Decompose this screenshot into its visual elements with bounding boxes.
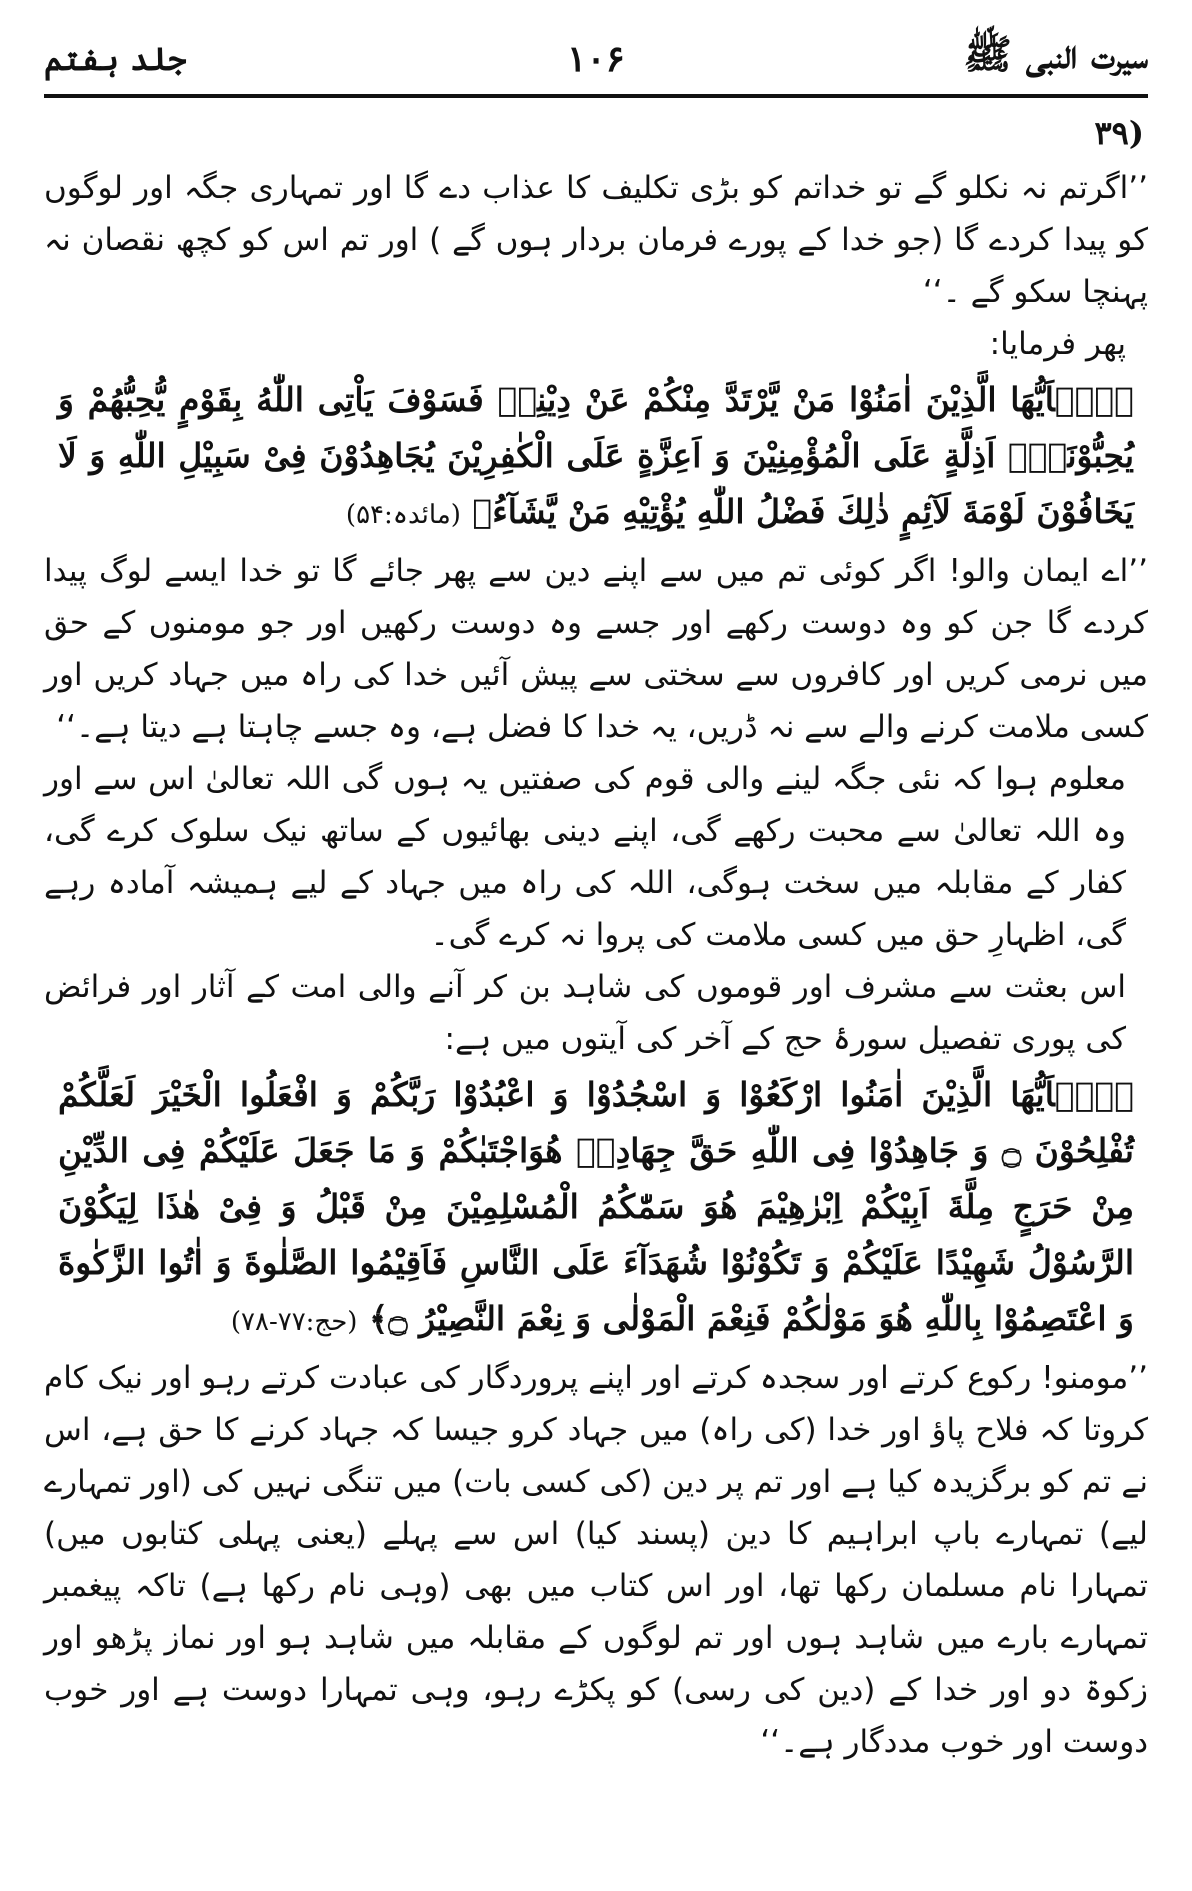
paragraph-intro: پھر فرمایا:	[989, 326, 1126, 362]
page-body	[44, 108, 1148, 1871]
paragraph-translation-1: ’’اگرتم نہ نکلو گے تو خداتم کو بڑی تکلیف کا عذاب دے گا اور تمہاری جگہ اور لوگوں کو پیدا کردے گا (جو خدا کے پورے فرمان بردار ہوں گے ) اور تم اس کو کچھ نقصان نہ پہنچا سکو گے ۔‘‘	[44, 170, 1148, 310]
paragraph-translation-3: ’’مومنو! رکوع کرتے اور سجدہ کرتے اور اپنے پروردگار کی عبادت کرتے رہو اور نیک کام کروتا کہ فلاح پاؤ اور خدا (کی راہ) میں جہاد کرو جیسا کہ جہاد کرنے کا حق ہے، اس نے تم کو برگزیدہ کیا ہے اور تم پر دین (کی کسی بات) میں تنگی نہیں کی (اور تمہارے لیے) تمہارے باپ ابراہیم کا دین (پسند کیا) اس سے پہلے (یعنی پہلی کتابوں میں) تمہارا نام مسلمان رکھا تھا، اور اس کتاب میں بھی (وہی نام رکھا ہے) تاکہ پیغمبر تمہارے بارے میں شاہد ہوں اور تم لوگوں کے مقابلہ میں شاہد ہو اور نماز پڑھو اور زکوۃ دو اور خدا کے (دین کی رسی) کو پکڑے رہو، وہی تمہارا دوست ہے اور خوب دوست اور خوب مددگار ہے۔‘‘	[44, 1360, 1148, 1760]
page-header	[44, 24, 1148, 98]
book-title: سیرت النبی ﷺ	[963, 31, 1148, 78]
verse-reference: (مائدہ:۵۴)	[345, 500, 461, 530]
paragraph-commentary-1: معلوم ہوا کہ نئی جگہ لینے والی قوم کی صفتیں یہ ہوں گی اللہ تعالیٰ اس سے اور وہ اللہ تعالیٰ سے محبت رکھے گی، اپنے دینی بھائیوں کے ساتھ نیک سلوک کرے گی، کفار کے مقابلہ میں سخت ہوگی، اللہ کی راہ میں جہاد کے لیے ہمیشہ آمادہ رہے گی، اظہارِ حق میں کسی ملامت کی پروا نہ کرے گی۔	[44, 761, 1126, 953]
quran-verse-maidah	[44, 372, 1148, 543]
volume-label: جلد ہفتم	[44, 40, 187, 78]
paragraph-commentary-2: اس بعثت سے مشرف اور قوموں کی شاہد بن کر آنے والی امت کے آثار اور فرائض کی پوری تفصیل سورۂ حج کے آخر کی آیتوں میں ہے:	[44, 969, 1126, 1057]
quran-verse-hajj	[44, 1067, 1148, 1350]
verse-reference: (حج:۷۷-۷۸)	[230, 1307, 358, 1337]
verse-text: ﴿يٰۤاَيُّهَا الَّذِيْنَ اٰمَنُوْا مَنْ يَّرْتَدَّ مِنْكُمْ عَنْ دِيْنِهٖ فَسَوْفَ يَاْتِى اللّٰهُ بِقَوْمٍ يُّحِبُّهُمْ وَ يُحِبُّوْنَهٗۤ اَذِلَّةٍ عَلَى الْمُؤْمِنِيْنَ وَ اَعِزَّةٍ عَلَى الْكٰفِرِيْنَ يُجَاهِدُوْنَ فِىْ سَبِيْلِ اللّٰهِ وَ لَا يَخَافُوْنَ لَوْمَةَ لَآئِمٍ ذٰلِكَ فَضْلُ اللّٰهِ يُؤْتِيْهِ مَنْ يَّشَآءُ﴾	[58, 380, 1134, 531]
section-number: (۳۹	[1094, 114, 1144, 152]
verse-text: ﴿يٰۤاَيُّهَا الَّذِيْنَ اٰمَنُوا ارْكَعُوْا وَ اسْجُدُوْا وَ اعْبُدُوْا رَبَّكُمْ وَ افْعَلُوا الْخَيْرَ لَعَلَّكُمْ تُفْلِحُوْنَ ۝ وَ جَاهِدُوْا فِى اللّٰهِ حَقَّ جِهَادِهٖ هُوَاجْتَبٰكُمْ وَ مَا جَعَلَ عَلَيْكُمْ فِى الدِّيْنِ مِنْ حَرَجٍ مِلَّةَ اَبِيْكُمْ اِبْرٰهِيْمَ هُوَ سَمّٰكُمُ الْمُسْلِمِيْنَ مِنْ قَبْلُ وَ فِىْ هٰذَا لِيَكُوْنَ الرَّسُوْلُ شَهِيْدًا عَلَيْكُمْ وَ تَكُوْنُوْا شُهَدَآءَ عَلَى النَّاسِ فَاَقِيْمُوا الصَّلٰوةَ وَ اٰتُوا الزَّكٰوةَ وَ اعْتَصِمُوْا بِاللّٰهِ هُوَ مَوْلٰكُمْ فَنِعْمَ الْمَوْلٰى وَ نِعْمَ النَّصِيْرُ ۝﴾	[58, 1075, 1134, 1338]
page-number: ۱۰۶	[566, 38, 626, 80]
paragraph-translation-2: ’’اے ایمان والو! اگر کوئی تم میں سے اپنے دین سے پھر جائے گا تو خدا ایسے لوگ پیدا کردے گا جن کو وہ دوست رکھے اور جسے وہ دوست رکھیں اور جو مومنوں کے حق میں نرمی کریں اور کافروں سے سختی سے پیش آئیں خدا کی راہ میں جہاد کریں اور کسی ملامت کرنے والے سے نہ ڈریں، یہ خدا کا فضل ہے، وہ جسے چاہتا ہے دیتا ہے۔‘‘	[44, 553, 1148, 745]
